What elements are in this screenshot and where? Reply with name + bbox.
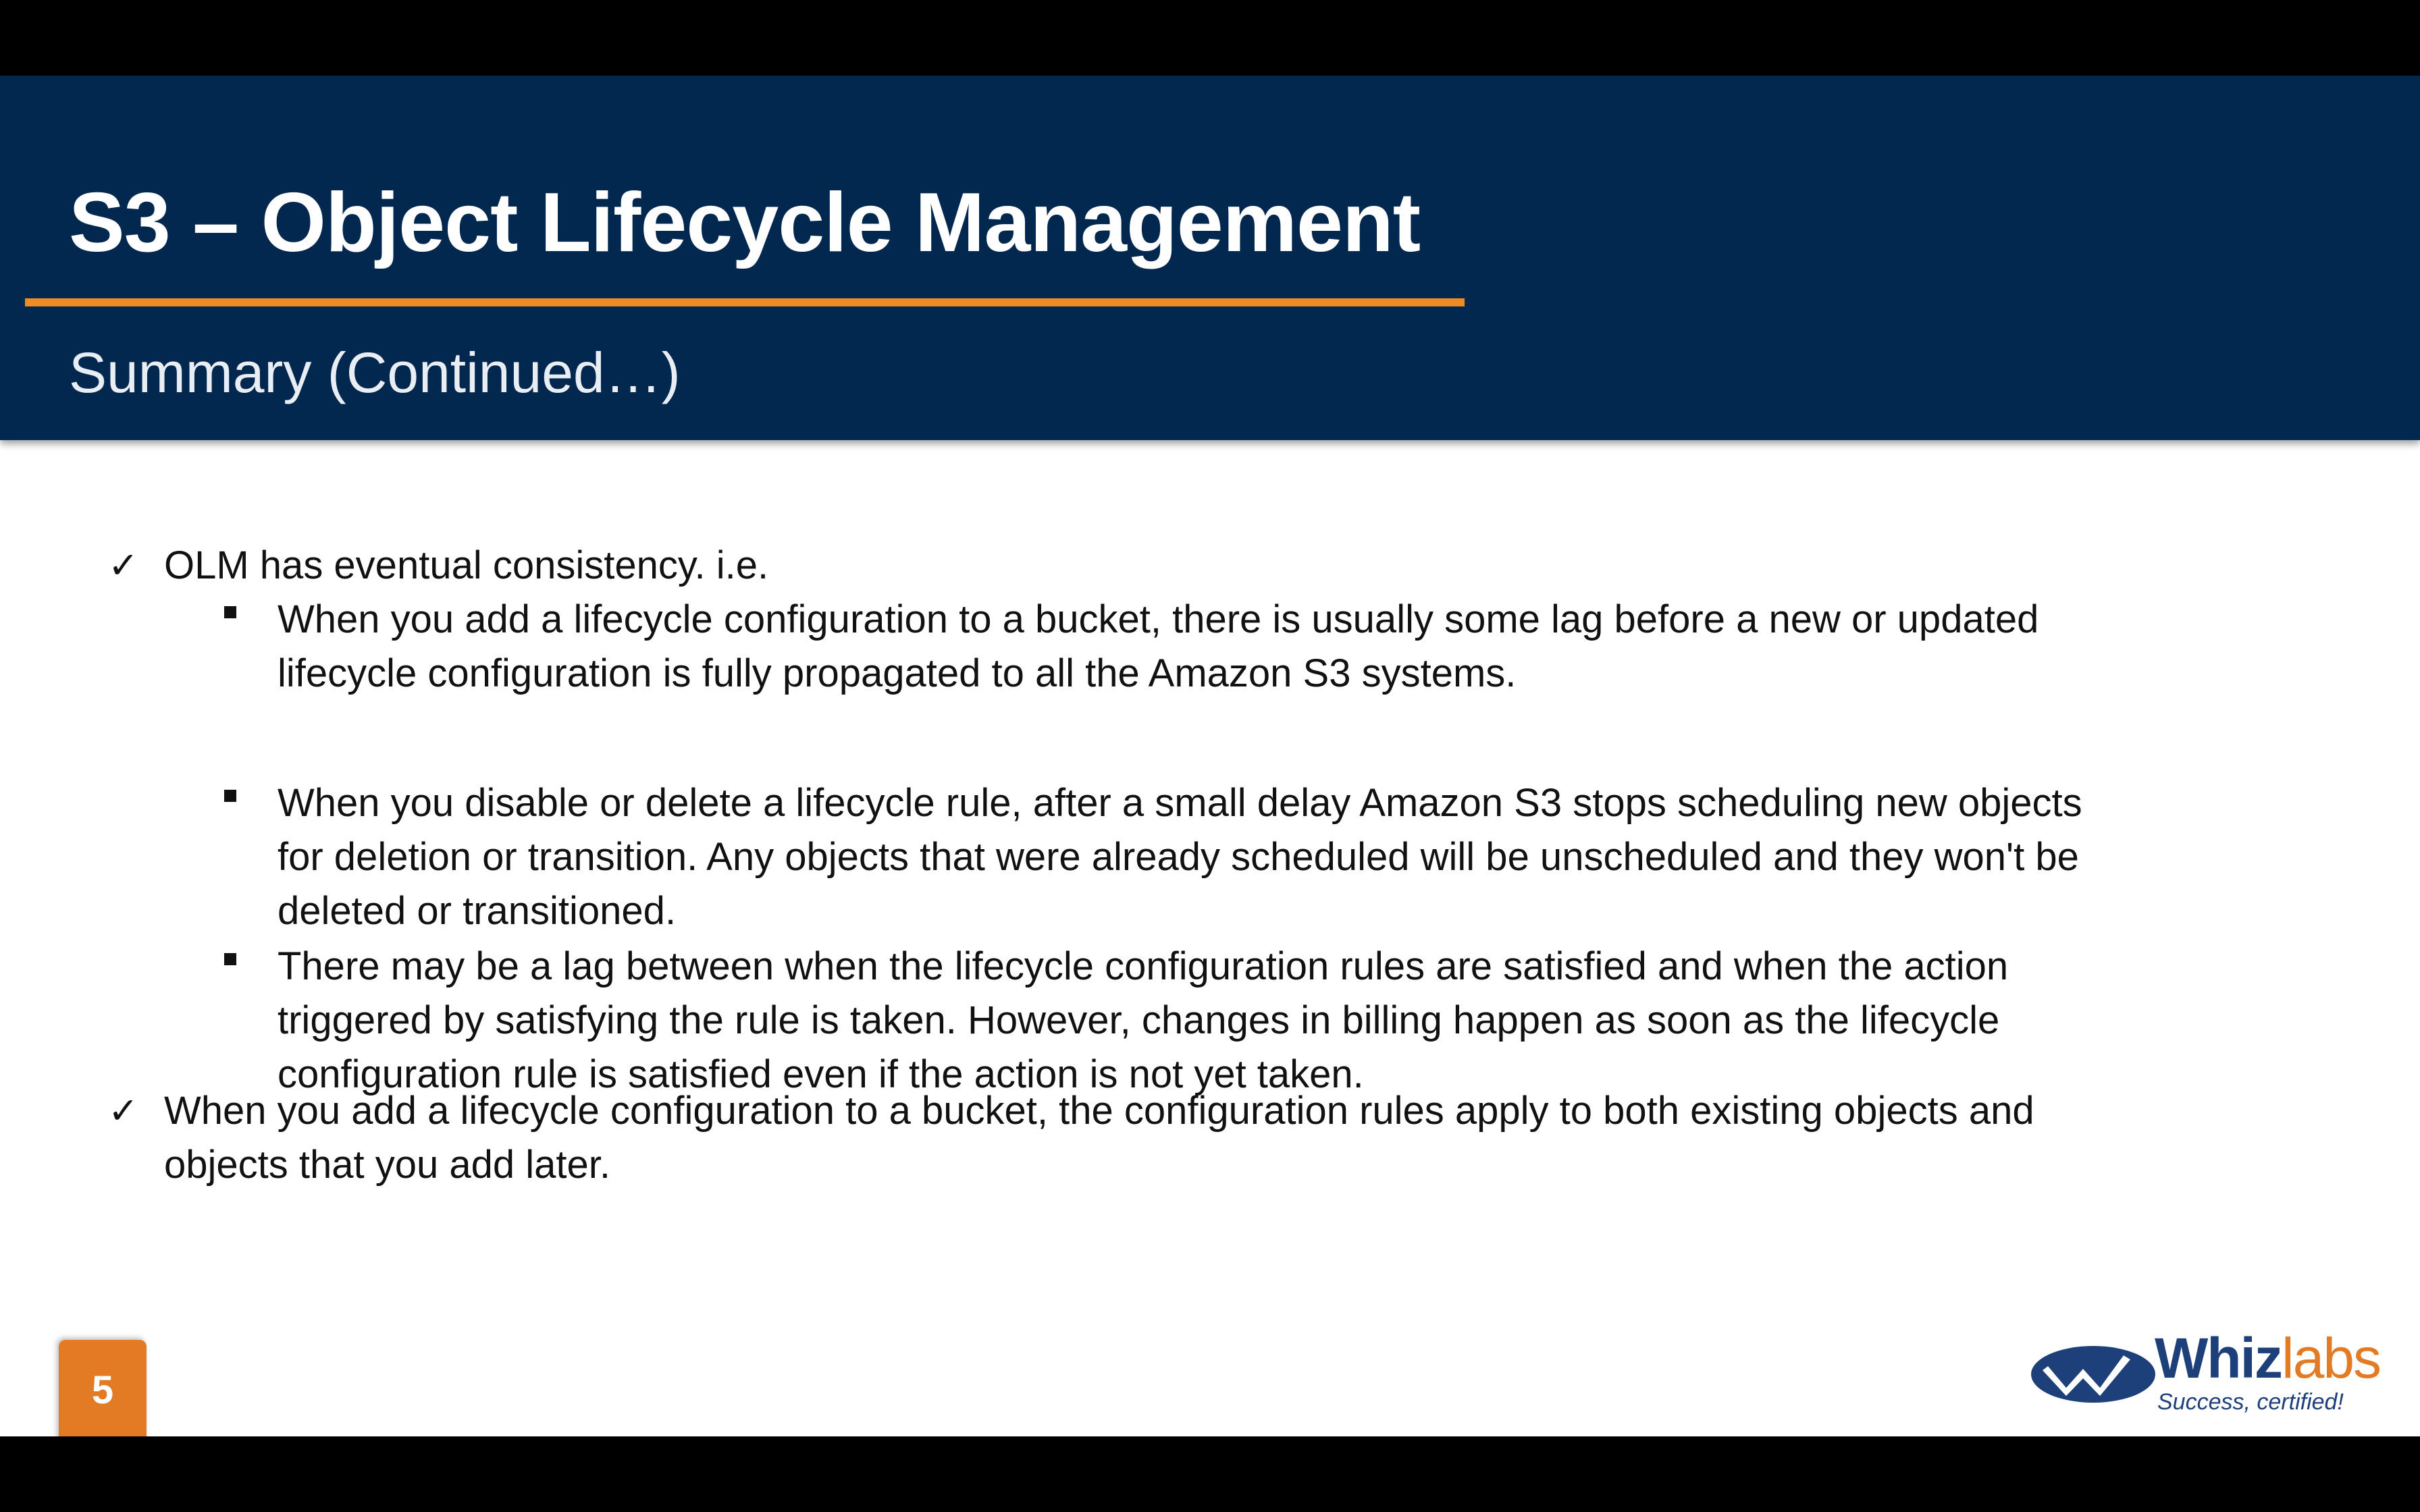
- slide-body: [0, 76, 2420, 1436]
- bullet-text: OLM has eventual consistency. i.e.: [164, 543, 769, 587]
- sub-bullet-text: There may be a lag between when the lifecycle configuration rules are satisfied and when the action triggered by satisfying the rule is taken. However, changes in billing happen as soon as the lifecycle configuration rule is satisfied even if the action is not yet taken.: [278, 944, 2009, 1096]
- logo-mark-icon: [2029, 1341, 2157, 1408]
- checkmark-icon: ✓: [108, 545, 139, 586]
- slide: [0, 76, 2420, 1436]
- slide-subtitle: Summary (Continued…): [69, 341, 681, 404]
- sub-bullet-text: When you add a lifecycle configuration to a bucket, there is usually some lag before a new or updated lifecycle configuration is fully propagated to all the Amazon S3 systems.: [278, 597, 2039, 695]
- whizlabs-logo: [2029, 1326, 2381, 1419]
- square-bullet-icon: [224, 953, 236, 965]
- bullet-text: When you add a lifecycle configuration to a bucket, the configuration rules apply to both existing objects and objects that you add later.: [164, 1089, 2034, 1187]
- checkmark-icon: ✓: [108, 1091, 139, 1131]
- logo-wordmark: Whizlabs: [2155, 1326, 2381, 1390]
- page-number-badge: 5: [59, 1340, 147, 1436]
- square-bullet-icon: [224, 606, 236, 618]
- sub-bullet-text: When you disable or delete a lifecycle rule, after a small delay Amazon S3 stops scheduling new objects for deletion or transition. Any objects that were already scheduled will be unscheduled and they won't be deleted or transitioned.: [278, 781, 2082, 933]
- slide-title: S3 – Object Lifecycle Management: [69, 176, 1420, 269]
- square-bullet-icon: [224, 790, 236, 802]
- logo-tagline: Success, certified!: [2157, 1389, 2344, 1415]
